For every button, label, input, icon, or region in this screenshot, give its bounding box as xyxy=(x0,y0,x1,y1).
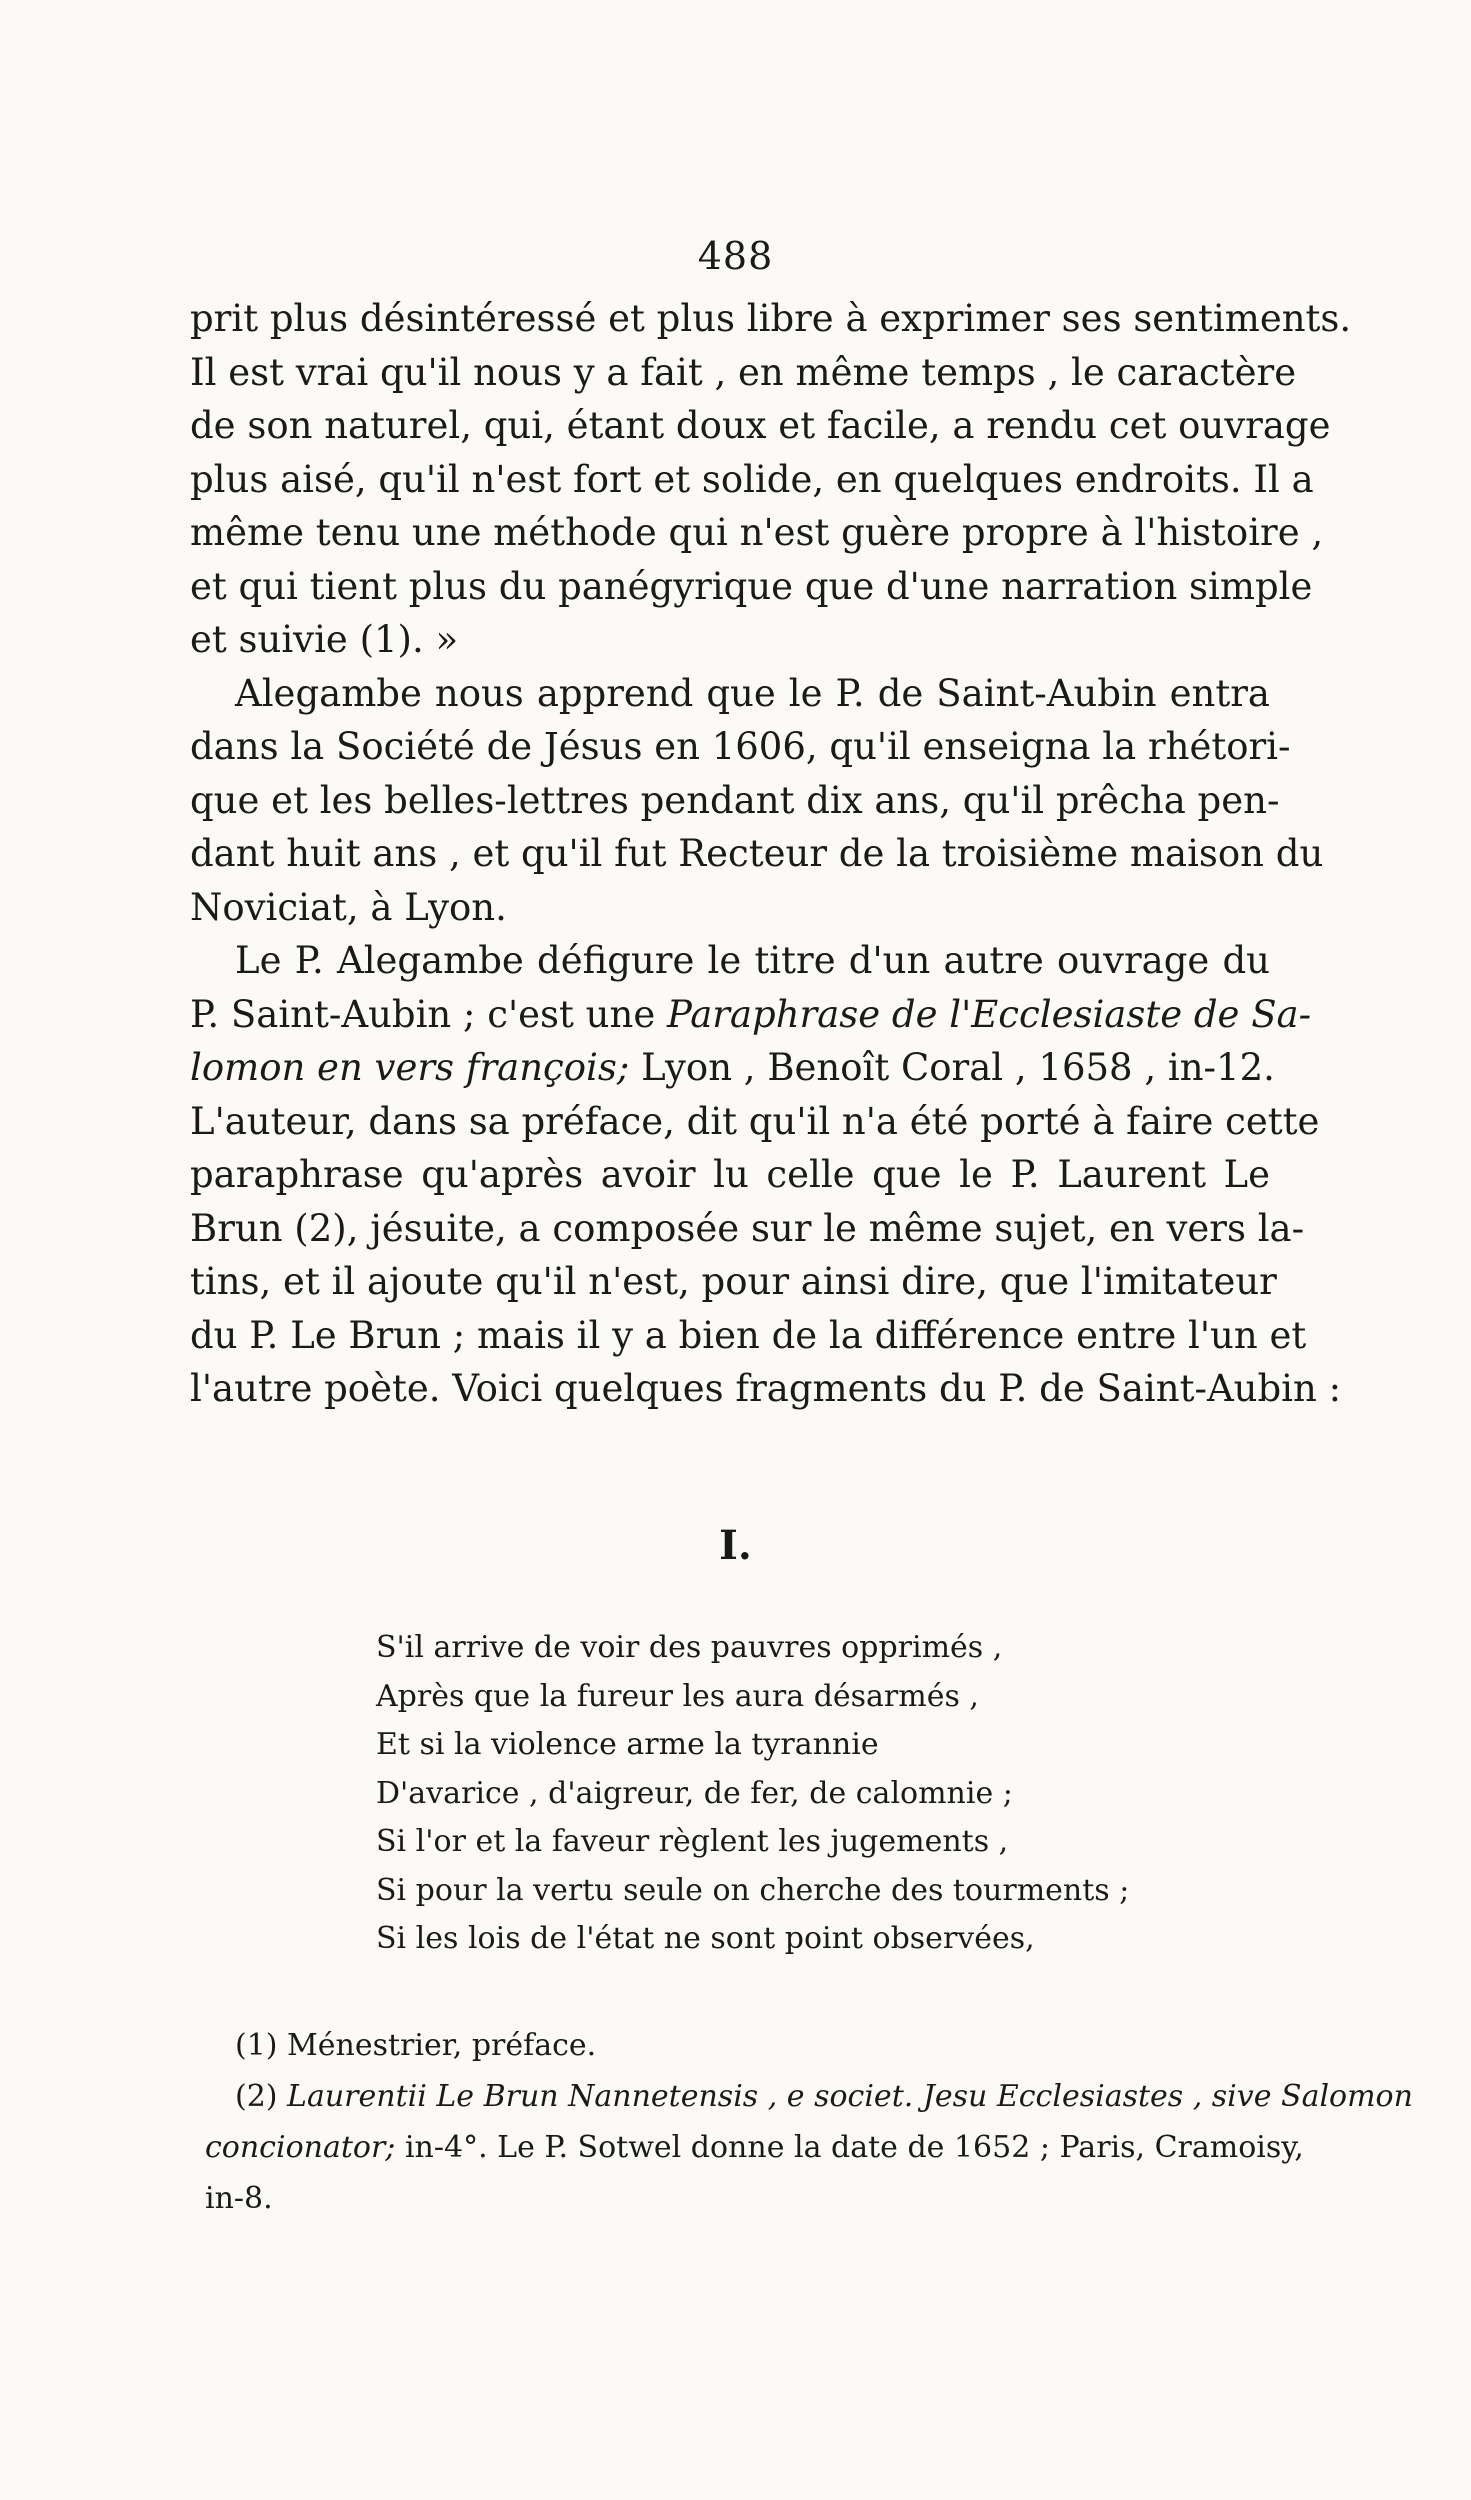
verse-line: Si l'or et la faveur règlent les jugements , xyxy=(376,1824,1009,1859)
text-line xyxy=(190,988,1312,1042)
verse-line: S'il arrive de voir des pauvres opprimés , xyxy=(376,1630,1003,1665)
text-line: Noviciat, à Lyon. xyxy=(190,885,507,929)
text-line: L'auteur, dans sa préface, dit qu'il n'a été porté à faire cette xyxy=(190,1099,1320,1143)
text-line: même tenu une méthode qui n'est guère propre à l'histoire , xyxy=(190,511,1324,554)
text-line: et suivie (1). » xyxy=(190,618,459,661)
text-line: paraphrase qu'après avoir lu celle que le P. Laurent Le xyxy=(190,1153,1270,1196)
text-line: que et les belles-lettres pendant dix ans, qu'il prêcha pen- xyxy=(190,778,1280,822)
text-line: tins, et il ajoute qu'il n'est, pour ainsi dire, que l'imitateur xyxy=(190,1260,1277,1303)
verse-block xyxy=(376,1624,1129,1964)
text-segment: P. Saint-Aubin ; c'est une xyxy=(190,992,667,1036)
text-line xyxy=(190,1041,1275,1095)
footnote-text: in-4°. Le P. Sotwel donne la date de 1652 ; Paris, Cramoisy, xyxy=(395,2130,1304,2165)
title-italic: Paraphrase de l'Ecclesiaste de Sa- xyxy=(666,992,1312,1036)
text-line: et qui tient plus du panégyrique que d'une narration simple xyxy=(190,564,1313,608)
text-line: l'autre poète. Voici quelques fragments du P. de Saint-Aubin : xyxy=(190,1367,1342,1410)
text-line: prit plus désintéressé et plus libre à exprimer ses sentiments. xyxy=(190,297,1352,340)
verse-line: Si pour la vertu seule on cherche des tourments ; xyxy=(376,1872,1130,1908)
text-line: Il est vrai qu'il nous y a fait , en même temps , le caractère xyxy=(190,350,1297,394)
title-italic: lomon en vers françois; xyxy=(190,1046,630,1089)
verse-line: D'avarice , d'aigreur, de fer, de calomnie ; xyxy=(376,1775,1013,1811)
footnote-italic: Laurentii Le Brun Nannetensis , e societ. Jesu Ecclesiastes , sive Salomon xyxy=(287,2079,1413,2114)
body-text xyxy=(190,292,1352,1416)
text-line: plus aisé, qu'il n'est fort et solide, en quelques endroits. Il a xyxy=(190,457,1314,501)
text-line: de son naturel, qui, étant doux et facile, a rendu cet ouvrage xyxy=(190,404,1331,447)
text-line: Brun (2), jésuite, a composée sur le même sujet, en vers la- xyxy=(190,1206,1305,1250)
text-line: dant huit ans , et qu'il fut Recteur de la troisième maison du xyxy=(190,832,1324,875)
footnote-2-line xyxy=(205,2071,1413,2122)
verse-line: Après que la fureur les aura désarmés , xyxy=(376,1678,979,1714)
footnote-2-line xyxy=(205,2122,1304,2173)
text-line: Le P. Alegambe défigure le titre d'un autre ouvrage du xyxy=(235,939,1270,982)
text-segment: Lyon , Benoît Coral , 1658 , in-12. xyxy=(629,1046,1275,1089)
verse-line: Et si la violence arme la tyrannie xyxy=(376,1727,879,1762)
text-line: dans la Société de Jésus en 1606, qu'il enseigna la rhétori- xyxy=(190,725,1291,768)
footnote-italic: concionator; xyxy=(205,2130,396,2165)
footnote-number: (2) xyxy=(235,2079,288,2114)
text-line: du P. Le Brun ; mais il y a bien de la différence entre l'un et xyxy=(190,1313,1307,1357)
footnote-1: (1) Ménestrier, préface. xyxy=(235,2028,597,2063)
section-number: I. xyxy=(719,1522,752,1569)
footnote-2-line: in-8. xyxy=(205,2181,273,2216)
page-number: 488 xyxy=(697,234,774,278)
verse-line: Si les lois de l'état ne sont point observées, xyxy=(376,1921,1035,1956)
footnotes xyxy=(205,2020,1413,2224)
text-line: Alegambe nous apprend que le P. de Saint-Aubin entra xyxy=(235,671,1270,715)
